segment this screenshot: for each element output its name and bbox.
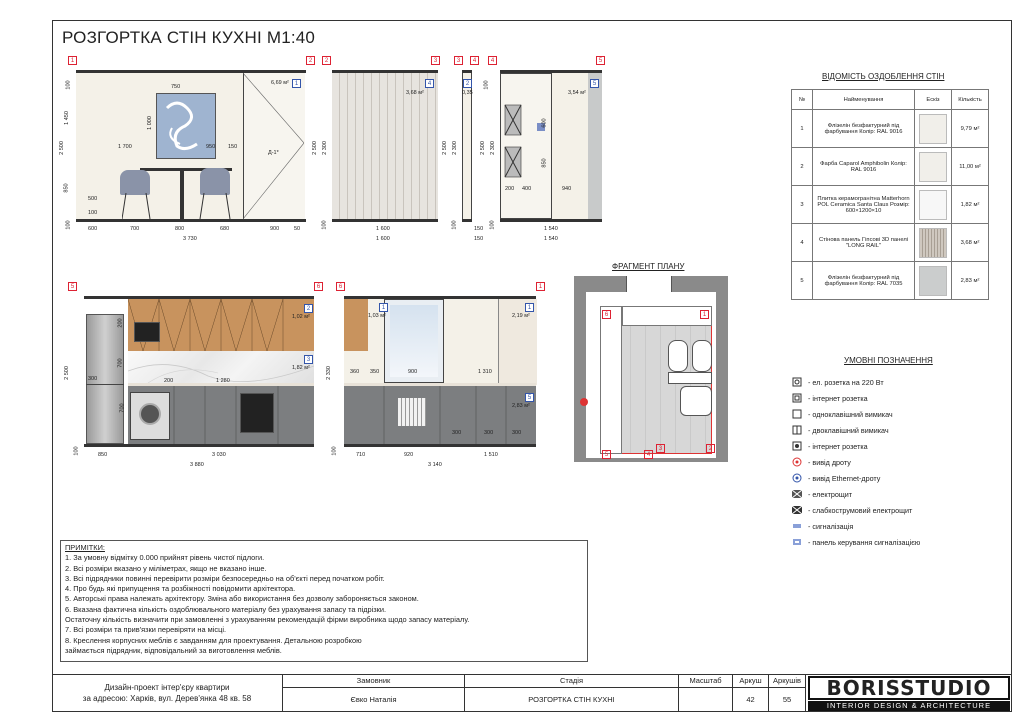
dim-left-100: 100 xyxy=(321,220,328,230)
wall-mark-end: 4 xyxy=(470,56,479,65)
alarm-control-panel-icon xyxy=(792,537,802,547)
dim-left-100b: 100 xyxy=(65,220,72,230)
dim-850: 850 xyxy=(541,158,548,168)
th-quantity: Кількість xyxy=(952,90,989,110)
legend-title: УМОВНІ ПОЗНАЧЕННЯ xyxy=(844,356,933,365)
lower-cabinet-lines xyxy=(344,386,536,444)
dim-200: 200 xyxy=(505,186,515,192)
dim-painting-height: 1 000 xyxy=(146,116,153,130)
dim-b1: 1 540 xyxy=(544,226,558,232)
finish-mark-1: 1 xyxy=(379,303,388,312)
legend-item: - слабкострумовий електрощит xyxy=(792,504,912,516)
dim-total: 1 540 xyxy=(544,236,558,242)
dim-b2: 3 030 xyxy=(212,452,226,458)
client-cell xyxy=(282,674,464,712)
internet-socket-icon xyxy=(792,441,802,451)
microwave xyxy=(134,322,160,342)
dim-300c: 300 xyxy=(512,430,522,436)
alarm-icon xyxy=(792,521,802,531)
dim-b3: 1 510 xyxy=(484,452,498,458)
dim-700b: 700 xyxy=(119,403,126,413)
ethernet-outlet-icon xyxy=(792,473,802,483)
internet-socket-icon xyxy=(792,393,802,403)
dim-total: 1 600 xyxy=(376,236,390,242)
stage-label: Стадія xyxy=(465,674,678,688)
electrical-panel-icon xyxy=(792,489,802,499)
plan-wire-outlet-icon xyxy=(580,398,588,406)
sheets-label: Аркушів xyxy=(769,674,805,688)
table-row: 5 Флізелін безфактурний під фарбування Колір: RAL 7035 2,83 м² xyxy=(792,262,989,300)
dim-b1: 1 600 xyxy=(376,226,390,232)
client-label: Замовник xyxy=(283,674,464,688)
chair-right xyxy=(200,168,230,195)
legend-item: - ел. розетка на 220 Вт xyxy=(792,376,884,388)
swatch-tile xyxy=(919,190,947,220)
wall-mark-end: 5 xyxy=(596,56,605,65)
studio-logo xyxy=(808,676,1010,710)
dim-700: 700 xyxy=(117,358,124,368)
dim-total: 3 730 xyxy=(183,236,197,242)
washing-machine-door xyxy=(139,403,161,425)
chair-left xyxy=(120,170,150,195)
dim-300b: 300 xyxy=(484,430,494,436)
table-row: 4 Стінова панель Гіпсові 3D панелі "LONG RAIL" 3,68 м² xyxy=(792,224,989,262)
finish-table-title: ВІДОМІСТЬ ОЗДОБЛЕННЯ СТІН xyxy=(822,72,945,81)
wall-area-b: 1,82 м² xyxy=(292,365,310,371)
floor-line xyxy=(84,444,314,447)
niche-cross-marks xyxy=(503,103,549,183)
wall-area-c: 2,83 м² xyxy=(512,403,530,409)
legend-item: - електрощит xyxy=(792,488,852,500)
plan-title: ФРАГМЕНТ ПЛАНУ xyxy=(612,262,685,271)
upper-cabinet xyxy=(344,299,368,351)
wall-mark-start: 1 xyxy=(68,56,77,65)
dim-b2: 150 xyxy=(474,236,484,242)
dim-left-2500: 2 500 xyxy=(63,366,70,380)
finish-mark: 4 xyxy=(425,79,434,88)
oven xyxy=(240,393,274,433)
dim-b6: 50 xyxy=(294,226,301,232)
dim-100: 100 xyxy=(88,210,98,216)
double-switch-icon xyxy=(792,425,802,435)
legend-item: - одноклавішний вимикач xyxy=(792,408,893,420)
dim-b1: 710 xyxy=(356,452,366,458)
note-line: 5. Авторські права належать архітектору. Зміна або використання без дозволу забороняється законом. xyxy=(65,594,419,604)
dim-left-100: 100 xyxy=(451,220,458,230)
wall-area-a: 1,02 м² xyxy=(292,314,310,320)
note-line: 6. Вказана фактична кількість оздоблювального матеріалу без урахування запасу та підрізки. xyxy=(65,604,387,614)
dim-left-100b: 100 xyxy=(489,220,496,230)
dim-left-100: 100 xyxy=(73,446,80,456)
dim-painting-width: 750 xyxy=(171,84,181,90)
note-line: 7. Всі розміри та прив'язки перевіряти на місці. xyxy=(65,625,227,635)
legend-item: - вивід Ethernet-дроту xyxy=(792,472,880,484)
finish-table xyxy=(791,89,989,300)
dim-200: 200 xyxy=(117,318,124,328)
painting-pattern xyxy=(162,98,208,152)
wall-area: 3,54 м² xyxy=(568,90,586,96)
dim-left-2300: 2 300 xyxy=(489,141,496,155)
project-info xyxy=(52,682,282,704)
stage-cell xyxy=(464,674,678,712)
wall-area: 0,35 xyxy=(462,90,473,96)
th-name: Найменування xyxy=(813,90,915,110)
notes-title: ПРИМІТКИ: xyxy=(65,543,105,552)
table-row: 2 Фарба Caparol Amphibolin Колір: RAL 9016 11,00 м² xyxy=(792,148,989,186)
legend-item: - панель керування сигналізацією xyxy=(792,536,920,548)
dim-1280: 1 280 xyxy=(216,378,230,384)
door-label: Д-1* xyxy=(268,150,279,156)
finish-mark: 5 xyxy=(590,79,599,88)
wall-mark-end: 1 xyxy=(536,282,545,291)
legend-item: - двоклавішний вимикач xyxy=(792,424,889,436)
table-row: 1 Флізелін безфактурний під фарбування Колір: RAL 9016 9,79 м² xyxy=(792,110,989,148)
plan-mark-1: 1 xyxy=(700,310,709,319)
legend-item: - вивід дроту xyxy=(792,456,851,468)
dim-b5: 900 xyxy=(270,226,280,232)
grey-wall-strip xyxy=(588,73,602,219)
dim-500: 500 xyxy=(88,196,98,202)
notes-box xyxy=(60,540,588,662)
dim-b2: 920 xyxy=(404,452,414,458)
finish-mark-5: 5 xyxy=(525,393,534,402)
wall-mark-start: 4 xyxy=(488,56,497,65)
dim-total: 3 880 xyxy=(190,462,204,468)
dim-total: 3 140 xyxy=(428,462,442,468)
sheets-cell xyxy=(768,674,806,712)
dim-left-2500: 2 500 xyxy=(479,141,486,155)
dim-b3: 800 xyxy=(175,226,185,232)
client-name: Євко Наталія xyxy=(350,695,397,704)
wall-mark-start: 6 xyxy=(336,282,345,291)
wall-area: 3,68 м² xyxy=(406,90,424,96)
note-line: 4. Про будь які припущення та розбіжності повідомити архітектора. xyxy=(65,584,296,594)
chair-legs xyxy=(122,193,232,219)
dim-b4: 680 xyxy=(220,226,230,232)
legend-item: - сигналізація xyxy=(792,520,853,532)
plan-chair-b xyxy=(692,340,712,372)
plan-window xyxy=(626,276,672,292)
floor-line xyxy=(76,219,306,222)
sheets-total: 55 xyxy=(782,695,792,704)
th-number: № xyxy=(792,90,813,110)
note-line: 1. За умовну відмітку 0.000 прийнят рівень чистої підлоги. xyxy=(65,553,265,563)
finish-mark: 1 xyxy=(292,79,301,88)
wall-mark-start: 5 xyxy=(68,282,77,291)
page-title: РОЗГОРТКА СТІН КУХНІ М1:40 xyxy=(62,28,316,47)
floor-line xyxy=(462,219,472,222)
finish-mark-2: 2 xyxy=(304,304,313,313)
dim-600: 600 xyxy=(541,118,548,128)
plan-counter-top xyxy=(622,306,712,326)
note-line: 8. Креслення корпусних меблів є завданням для проектування. Детальною розробкою xyxy=(65,635,362,645)
fridge-split xyxy=(86,384,124,385)
plan-mark-4: 4 xyxy=(644,450,653,459)
stage-name: РОЗГОРТКА СТІН КУХНІ xyxy=(528,695,615,704)
dim-left-2300: 2 300 xyxy=(451,141,458,155)
note-line: Остаточну кількість визначити при замовленні з урахуванням рекомендацій фірми виробника щодо запасу матеріалу. xyxy=(65,615,470,625)
wall-mark-start: 2 xyxy=(322,56,331,65)
wire-outlet-icon xyxy=(792,457,802,467)
plan-chair-a xyxy=(668,340,688,372)
floor-line xyxy=(500,219,602,222)
dim-300a: 300 xyxy=(452,430,462,436)
th-sketch: Ескіз xyxy=(915,90,952,110)
plan-mark-2: 2 xyxy=(706,444,715,453)
plan-mark-6: 6 xyxy=(602,310,611,319)
note-line: 2. Всі розміри вказано у міліметрах, якщо не вказано інше. xyxy=(65,563,267,573)
swatch-3d-panel xyxy=(919,228,947,258)
legend-item: - інтернет розетка xyxy=(792,440,868,452)
dim-offset: 1 700 xyxy=(118,144,132,150)
wall-mark-end: 2 xyxy=(306,56,315,65)
plan-table xyxy=(668,372,712,384)
wall-area-a: 1,03 м² xyxy=(368,313,386,319)
dim-left-2300: 2 300 xyxy=(321,141,328,155)
studio-name: BORISSTUDIO xyxy=(808,676,1010,700)
dim-b1: 150 xyxy=(474,226,484,232)
dim-400: 400 xyxy=(522,186,532,192)
plan-chair-c xyxy=(680,386,712,416)
dim-350: 350 xyxy=(370,369,380,375)
wall-mark-start: 3 xyxy=(454,56,463,65)
dim-left-850: 850 xyxy=(63,183,70,193)
dim-left-2500: 2 500 xyxy=(58,141,65,155)
scale-cell xyxy=(678,674,732,712)
low-voltage-panel-icon xyxy=(792,505,802,515)
note-line: 3. Всі підрядники повинні перевірити розміри безпосередньо на об'єкті перед початком робіт. xyxy=(65,573,385,583)
scale-label: Масштаб xyxy=(679,674,732,688)
note-line: займається підрядник, відповідальний за виготовлення меблів. xyxy=(65,645,282,655)
single-switch-icon xyxy=(792,409,802,419)
studio-tagline: INTERIOR DESIGN & ARCHITECTURE xyxy=(808,701,1010,711)
wall-mark-end: 6 xyxy=(314,282,323,291)
floor-line xyxy=(332,219,438,222)
project-address: за адресою: Харків, вул. Дерев'янка 48 кв. 58 xyxy=(82,694,252,703)
table-row: 3 Плитка керамогранітна Matterhorn POL Ceramica Santa Claus Розмір: 600×1200×10 1,82 м² xyxy=(792,186,989,224)
plan-counter-left xyxy=(600,306,622,454)
dim-left-2500: 2 500 xyxy=(311,141,318,155)
plan-mark-5: 5 xyxy=(602,450,611,459)
dim-left-2500: 2 500 xyxy=(441,141,448,155)
socket-220-icon xyxy=(792,377,802,387)
sheet-cell xyxy=(732,674,768,712)
project-name: Дизайн-проект інтер'єру квартири xyxy=(104,683,230,692)
dim-950: 950 xyxy=(206,144,216,150)
dim-left-100: 100 xyxy=(483,80,490,90)
floor-line xyxy=(344,444,536,447)
dim-left-100: 100 xyxy=(65,80,72,90)
dim-b2: 700 xyxy=(130,226,140,232)
dim-900: 900 xyxy=(408,369,418,375)
legend-item: - інтернет розетка xyxy=(792,392,868,404)
dim-360: 360 xyxy=(350,369,360,375)
dim-left-2330: 2 330 xyxy=(325,366,332,380)
door-swing-lines xyxy=(243,73,304,219)
swatch-paint xyxy=(919,152,947,182)
finish-mark: 2 xyxy=(463,79,472,88)
swatch-ral-9016 xyxy=(919,114,947,144)
dim-940: 940 xyxy=(562,186,572,192)
wall-mark-end: 3 xyxy=(431,56,440,65)
dim-1310: 1 310 xyxy=(478,369,492,375)
dim-left-100: 100 xyxy=(331,446,338,456)
dim-b1: 850 xyxy=(98,452,108,458)
dim-200b: 200 xyxy=(164,378,174,384)
dim-b1: 600 xyxy=(88,226,98,232)
dim-150: 150 xyxy=(228,144,238,150)
finish-mark-3: 3 xyxy=(304,355,313,364)
window-glass xyxy=(390,305,438,377)
wall-area-b: 2,19 м² xyxy=(512,313,530,319)
sheet-number: 42 xyxy=(746,695,755,704)
swatch-ral-7035 xyxy=(919,266,947,296)
dim-300: 300 xyxy=(88,376,98,382)
wall-area: 6,69 м² xyxy=(271,80,289,86)
sheet-label: Аркуш xyxy=(733,674,768,688)
finish-mark-1b: 1 xyxy=(525,303,534,312)
dim-left-1450: 1 450 xyxy=(63,111,70,125)
plan-mark-3: 3 xyxy=(656,444,665,453)
